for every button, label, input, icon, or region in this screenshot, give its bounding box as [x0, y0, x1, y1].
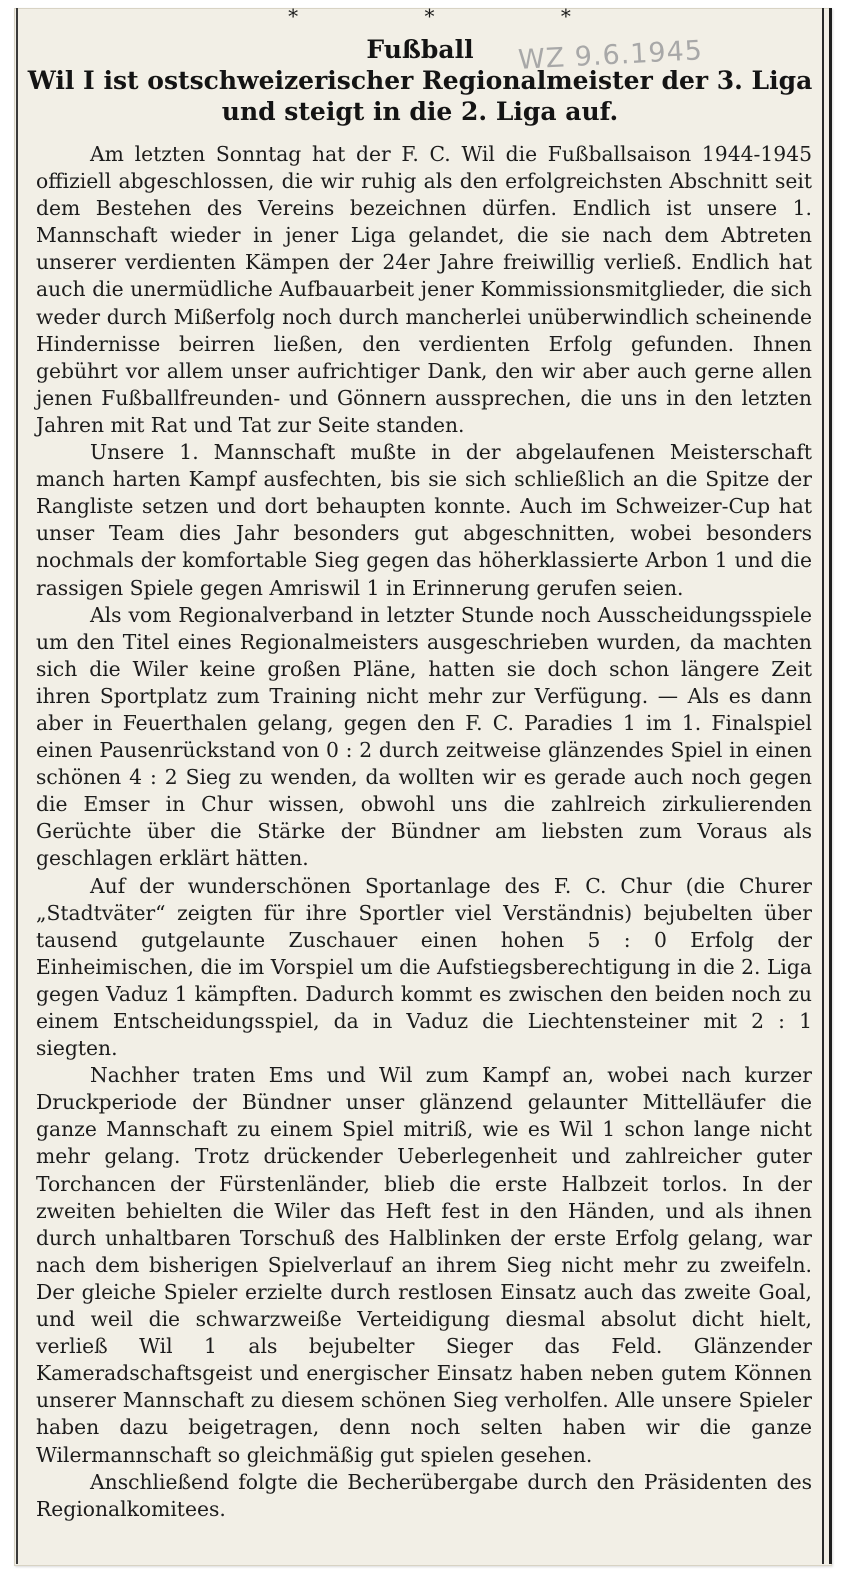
article-paragraph: Nachher traten Ems und Wil zum Kampf an, wobei nach kurzer Druckperiode der Bündner unser glänzend gelaunter Mittelläufer die ganze Mannschaft zu einem Spiel mitriß, wie es Wil 1 schon lange nicht mehr gelang. Trotz drückender Ueberlegenheit und zahlreicher guter Torchancen der Fürstenländer, blieb die erste Halbzeit torlos. In der zweiten behielten die Wiler das Heft fest in den Händen, und als ihnen durch unhaltbaren Torschuß des Halblinken der erste Erfolg gelang, war nach dem bisherigen Spielverlauf an ihrem Sieg nicht mehr zu zweifeln. Der gleiche Spieler erzielte durch restlosen Einsatz auch das zweite Goal, und weil die schwarzweiße Verteidigung diesmal absolut dicht hielt, verließ Wil 1 als bejubelter Sieger das Feld. Glänzender Kameradschaftsgeist und energischer Einsatz haben neben gutem Können unserer Mannschaft zu diesem schönen Sieg verholfen. Alle unsere Spieler haben dazu beigetragen, denn noch selten haben wir die ganze Wilermannschaft so gleichmäßig gut spielen gesehen. [36, 1063, 812, 1467]
headline-block [20, 34, 820, 127]
left-column-rule [16, 8, 18, 1564]
asterisk-ornament: * * * [288, 4, 631, 28]
article-paragraph: Am letzten Sonntag hat der F. C. Wil die Fußballsaison 1944-1945 offiziell abgeschlossen, die wir ruhig als den erfolgreichsten Abschnitt seit dem Bestehen des Vereins bezeichnen dürfen. Endlich ist unsere 1. Mannschaft wieder in jener Liga gelandet, die sie nach dem Abtreten unserer verdienten Kämpen der 24er Jahre freiwillig verließ. Endlich hat auch die unermüdliche Aufbauarbeit jener Kommissionsmitglieder, die sich weder durch Mißerfolg noch durch mancherlei unüberwindlich scheinende Hindernisse beirren ließen, den verdienten Erfolg gefunden. Ihnen gebührt vor allem unser aufrichtiger Dank, den wir aber auch gerne allen jenen Fußballfreunden- und Gönnern aussprechen, die uns in den letzten Jahren mit Rat und Tat zur Seite standen. [36, 142, 812, 437]
article-paragraph: Unsere 1. Mannschaft mußte in der abgelaufenen Meisterschaft manch harten Kampf ausfechten, bis sie sich schließlich an die Spitze der Rangliste setzen und dort behaupten konnte. Auch im Schweizer-Cup hat unser Team dies Jahr besonders gut abgeschnitten, wobei besonders nochmals der komfortable Sieg gegen das höherklassierte Arbon 1 und die rassigen Spiele gegen Amriswil 1 in Erinnerung gerufen seien. [36, 440, 812, 600]
headline-line-1: Wil I ist ostschweizerischer Regionalmeister der 3. Liga [27, 66, 813, 95]
right-column-rule [822, 8, 824, 1564]
article-paragraph: Auf der wunderschönen Sportanlage des F. C. Chur (die Churer „Stadtväter“ zeigten für ihre Sportler viel Verständnis) bejubelten über tausend gutgelaunte Zuschauer einen hohen 5 : 0 Erfolg der Einheimischen, die im Vorspiel um die Aufstiegsberechtigung in die 2. Liga gegen Vaduz 1 kämpften. Dadurch kommt es zwischen den beiden noch zu einem Entscheidungsspiel, da in Vaduz die Liechtensteiner mit 2 : 1 siegten. [36, 873, 812, 1061]
section-kicker: Fußball [366, 35, 474, 64]
article-body [36, 141, 812, 1523]
handwritten-date-note: WZ 9.6.1945 [517, 35, 704, 76]
right-column-rule-outer [829, 8, 832, 1564]
article-paragraph: Anschließend folgte die Becherübergabe durch den Präsidenten des Regionalkomitees. [36, 1469, 812, 1521]
article-paragraph: Als vom Regionalverband in letzter Stunde noch Ausscheidungsspiele um den Titel eines Regionalmeisters ausgeschrieben wurden, da machten sich die Wiler keine großen Pläne, hatten sie doch schon längere Zeit ihren Sportplatz zum Training nicht mehr zur Verfügung. — Als es dann aber in Feuerthalen gelang, gegen den F. C. Paradies 1 im 1. Finalspiel einen Pausenrückstand von 0 : 2 durch zeitweise glänzendes Spiel in einen schönen 4 : 2 Sieg zu wenden, da wollten wir es gerade auch noch gegen die Emser in Chur wissen, obwohl uns die zahlreich zirkulierenden Gerüchte über die Stärke der Bündner am liebsten zum Voraus als geschlagen erklärt hätten. [36, 602, 812, 871]
headline-line-2: und steigt in die 2. Liga auf. [221, 97, 619, 126]
